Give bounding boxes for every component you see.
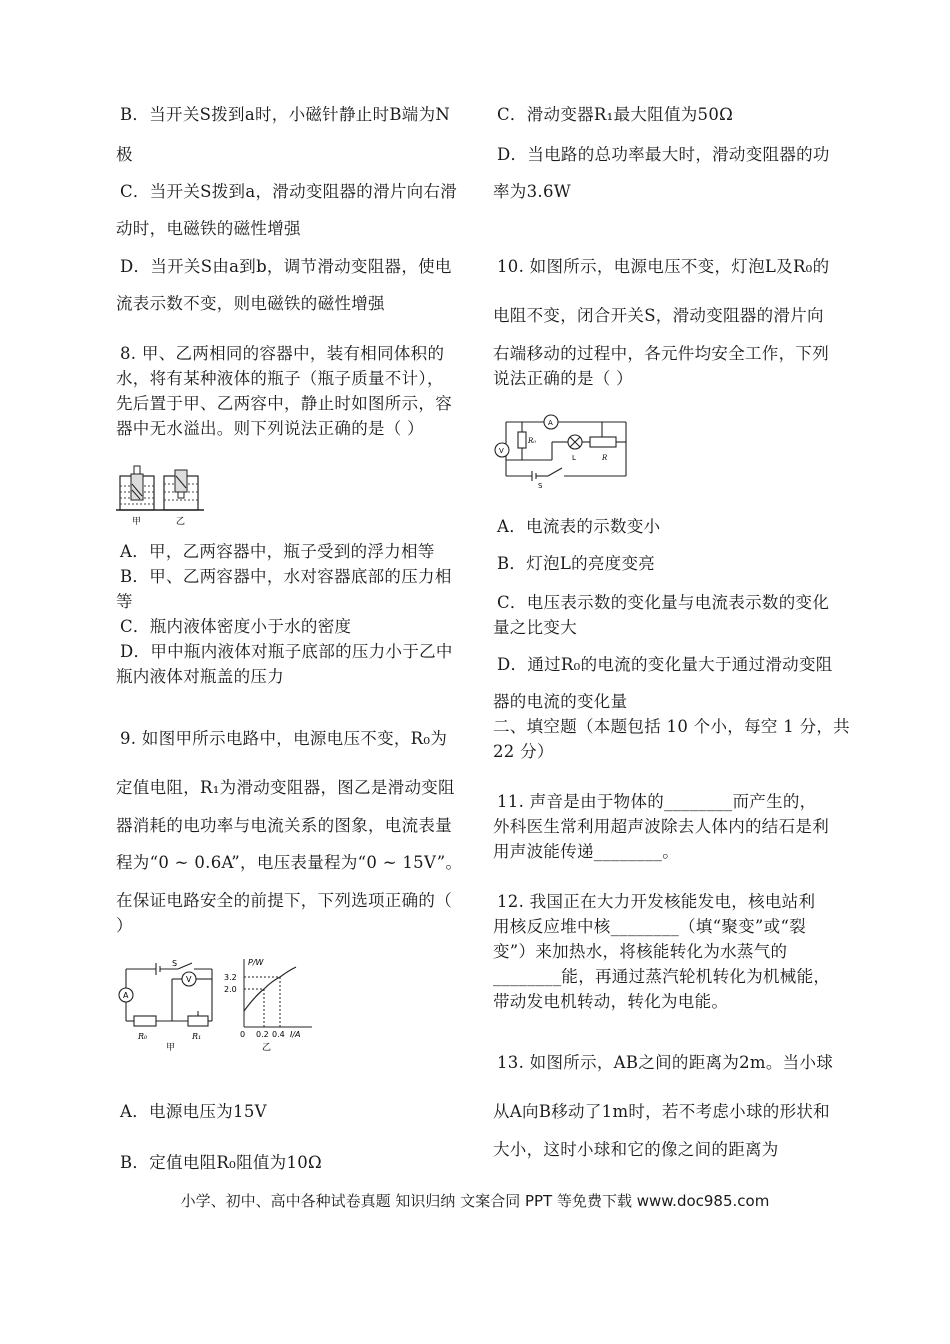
q10-option-a: A．电流表的示数变小 <box>497 517 661 536</box>
q8-option-a: A．甲，乙两容器中，瓶子受到的浮力相等 <box>120 542 435 561</box>
q9-option-d-line1: D．当电路的总功率最大时，滑动变阻器的功 <box>497 145 830 164</box>
q8-figure-label-jia: 甲 <box>132 517 142 526</box>
q13-line1: 13. 如图所示，AB之间的距离为2m。当小球 <box>497 1053 834 1072</box>
q9-option-a: A．电源电压为15V <box>120 1102 267 1121</box>
q9-graph-ylabel: P/W <box>248 958 264 967</box>
q7-option-b-line1: B．当开关S拨到a时，小磁针静止时B端为N <box>120 105 451 124</box>
q12-line2: 用核反应堆中核________（填“聚变”或“裂 <box>493 917 807 936</box>
q9-graph-xtick-0: 0 <box>240 1030 246 1039</box>
q8-stem-line2: 水，将有某种液体的瓶子（瓶子质量不计）， <box>116 369 444 388</box>
q8-figure-label-yi: 乙 <box>176 517 186 526</box>
q9-option-b: B．定值电阻R₀阻值为10Ω <box>120 1153 323 1172</box>
q8-option-d-line2: 瓶内液体对瓶盖的压力 <box>116 667 284 686</box>
q9-stem-line2: 定值电阻，R₁为滑动变阻器，图乙是滑动变阻 <box>116 778 455 797</box>
q8-option-b-line1: B．甲、乙两容器中，水对容器底部的压力相 <box>120 567 452 586</box>
q9-figure-label-jia: 甲 <box>166 1043 176 1053</box>
q8-stem-line1: 8. 甲、乙两相同的容器中，装有相同体积的 <box>120 344 445 363</box>
q9-ammeter-label: A <box>123 991 129 1000</box>
q9-graph-xlabel: I/A <box>290 1030 301 1039</box>
q8-container-figure <box>116 462 206 526</box>
q7-option-d-line1: D．当开关S由a到b，调节滑动变阻器，使电 <box>120 257 452 276</box>
q10-option-c-line1: C．电压表示数的变化量与电流表示数的变化 <box>497 593 830 612</box>
q9-voltmeter-label: V <box>186 975 192 984</box>
q10-stem-line2: 电阻不变，闭合开关S，滑动变阻器的滑片向 <box>493 306 824 325</box>
q11-line1: 11. 声音是由于物体的________而产生的， <box>497 792 817 811</box>
q10-option-b: B．灯泡L的亮度变亮 <box>497 554 656 573</box>
page-footer: 小学、初中、高中各种试卷真题 知识归纳 文案合同 PPT 等免费下载 www.doc985.com <box>180 1192 770 1210</box>
q9-circuit-jia <box>119 963 212 1026</box>
q10-stem-line3: 右端移动的过程中，各元件均安全工作，下列 <box>493 344 829 363</box>
q11-line3: 用声波能传递________。 <box>493 842 679 861</box>
q9-option-c: C．滑动变器R₁最大阻值为50Ω <box>497 105 734 124</box>
q8-option-d-line1: D．甲中瓶内液体对瓶子底部的压力小于乙中 <box>120 642 453 661</box>
q10-stem-line1: 10. 如图所示，电源电压不变，灯泡L及R₀的 <box>497 257 830 276</box>
q7-option-c-line1: C．当开关S拨到a，滑动变阻器的滑片向右滑 <box>120 182 458 201</box>
q9-power-current-graph <box>244 959 312 1027</box>
q9-stem-line6: ） <box>116 916 133 935</box>
section-2-heading-line1: 二、填空题（本题包括 10 个小，每空 1 分，共 <box>493 717 850 736</box>
q9-stem-line4: 程为“0 ~ 0.6A”，电压表量程为“0 ~ 15V”。 <box>116 853 463 872</box>
q10-option-c-line2: 量之比变大 <box>493 618 577 637</box>
q12-line4: ________能，再通过蒸汽轮机转化为机械能， <box>493 967 831 986</box>
q11-line2: 外科医生常利用超声波除去人体内的结石是利 <box>493 817 829 836</box>
q9-figure-label-yi: 乙 <box>262 1043 272 1053</box>
q9-stem-line1: 9. 如图甲所示电路中，电源电压不变，R₀为 <box>120 729 448 748</box>
q10-option-d-line2: 器的电流的变化量 <box>493 692 628 711</box>
q10-option-d-line1: D．通过R₀的电流的变化量大于通过滑动变阻 <box>497 655 833 674</box>
q9-stem-line3: 器消耗的电功率与电流关系的图象，电流表量 <box>116 816 452 835</box>
q8-option-b-line2: 等 <box>116 592 133 611</box>
q9-switch-label: S <box>172 959 178 968</box>
q7-option-c-line2: 动时，电磁铁的磁性增强 <box>116 219 301 238</box>
q13-line2: 从A向B移动了1m时，若不考虑小球的形状和 <box>493 1102 830 1121</box>
q8-stem-line3: 先后置于甲、乙两容中，静止时如图所示，容 <box>116 394 452 413</box>
q12-line3: 变”）来加热水，将核能转化为水蒸气的 <box>493 942 788 961</box>
q10-switch-label: S <box>538 482 543 490</box>
q12-line5: 带动发电机转动，转化为电能。 <box>493 992 729 1011</box>
q9-r1-label: R₁ <box>192 1032 202 1041</box>
q10-voltmeter-label: V <box>499 447 504 455</box>
q10-stem-line4: 说法正确的是（ ） <box>493 369 633 388</box>
q9-option-d-line2: 率为3.6W <box>493 182 571 201</box>
q8-stem-line4: 器中无水溢出。则下列说法正确的是（ ） <box>116 419 424 438</box>
q10-circuit-figure <box>492 410 632 490</box>
q12-line1: 12. 我国正在大力开发核能发电，核电站利 <box>497 892 816 911</box>
q7-option-b-line2: 极 <box>116 145 133 164</box>
q7-option-d-line2: 流表示数不变，则电磁铁的磁性增强 <box>116 294 385 313</box>
q9-graph-ytick-3.2: 3.2 <box>224 973 237 982</box>
q10-r0-label: R₀ <box>528 437 537 445</box>
q13-line3: 大小，这时小球和它的像之间的距离为 <box>493 1140 779 1159</box>
q9-stem-line5: 在保证电路安全的前提下，下列选项正确的（ <box>116 891 452 910</box>
q9-circuit-and-graph-figure <box>116 955 326 1053</box>
q9-r0-label: R₀ <box>138 1032 148 1041</box>
q8-option-c: C．瓶内液体密度小于水的密度 <box>120 617 352 636</box>
q9-graph-xtick-0.2: 0.2 <box>256 1030 269 1039</box>
q9-graph-xtick-0.4: 0.4 <box>272 1030 285 1039</box>
q10-rheostat-label: R <box>602 454 608 462</box>
q9-graph-ytick-2.0: 2.0 <box>224 985 237 994</box>
section-2-heading-line2: 22 分） <box>493 742 554 761</box>
q10-lamp-label: L <box>572 454 576 462</box>
q10-ammeter-label: A <box>548 419 553 427</box>
